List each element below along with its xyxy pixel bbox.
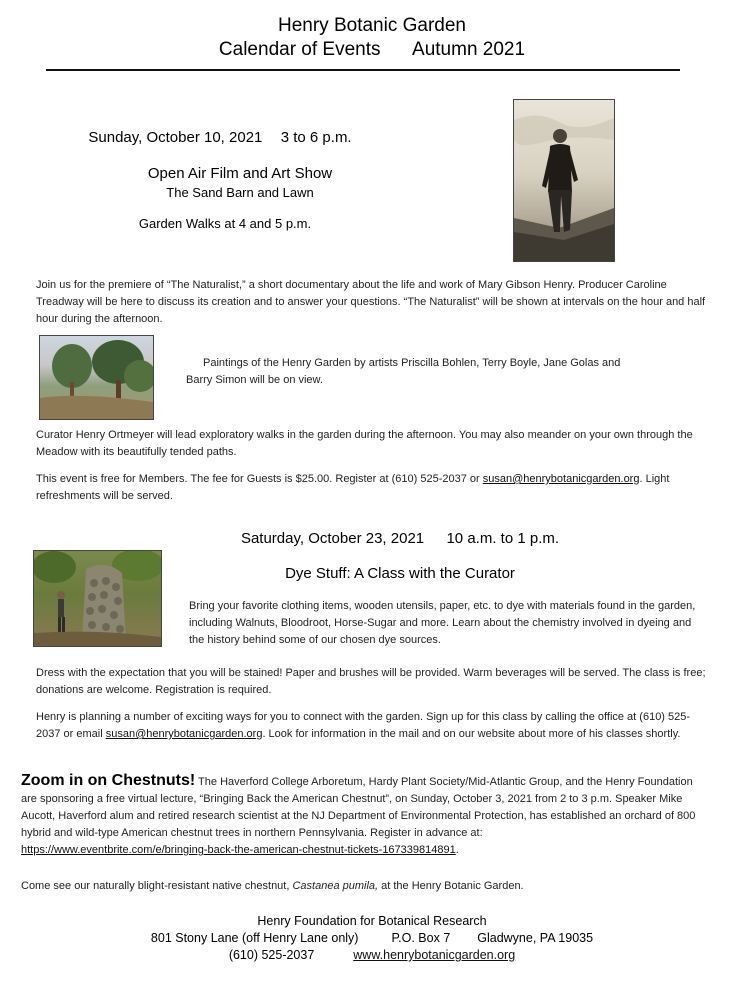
event1-email-link[interactable]: susan@henrybotanicgarden.org [482, 473, 640, 485]
event1-description: Join us for the premiere of “The Naturalist,” a short documentary about the life and work of Mary Gibson Henry. Producer Caroline Treadway will be here to discuss its creation and to answer your questions. “The Naturalist” will be shown at intervals on the hour and half hour during the afternoon. [36, 279, 706, 325]
chestnut-species: Castanea pumila, [292, 880, 379, 892]
event2-dress-note: Dress with the expectation that you will be stained! Paper and brushes will be provided. Warm beverages will be served. The class is free; donations are welcome. Registration is required. [36, 667, 706, 696]
footer-phone: (610) 525-2037 [228, 948, 315, 962]
header-divider [46, 69, 680, 71]
event1-refreshments-text: . Light refreshments will be served. [36, 473, 670, 502]
event2-signup [36, 709, 708, 743]
chestnut-invite-text: Come see our naturally blight-resistant native chestnut, [21, 880, 293, 892]
chestnut-body: The Haverford College Arboretum, Hardy Plant Society/Mid-Atlantic Group, and the Henry Foundation are sponsoring a free virtual lecture, “Bringing Back the American Chestnut”, on Sunday, October 3, 2021 from 2 to 3 p.m. Speaker Mike Aucott, Haverford alum and retired research scientist at the NJ Department of Environmental Protection, has established an orchard of 800 hybrid and wild-type American chestnut trees in northern Pennsylvania. Register in advance at: [21, 776, 696, 839]
season-label: Autumn 2021 [412, 39, 526, 60]
event1-time: 3 to 6 p.m. [280, 129, 352, 146]
event2-more-info-text: . Look for information in the mail and on our website about more of his classes shortly. [262, 728, 681, 740]
chestnut-section [21, 772, 711, 859]
event1-walks: Garden Walks at 4 and 5 p.m. [138, 216, 312, 231]
event2-date: Saturday, October 23, 2021 [240, 530, 425, 547]
footer-address: 801 Stony Lane (off Henry Lane only) [150, 931, 359, 945]
chestnut-invite-end: at the Henry Botanic Garden. [378, 880, 524, 892]
footer-address-line [0, 930, 744, 947]
event2-time: 10 a.m. to 1 p.m. [446, 530, 560, 547]
footer-org: Henry Foundation for Botanical Research [257, 914, 487, 928]
stone-wall-photo [33, 550, 162, 647]
footer-pobox: P.O. Box 7 [391, 931, 451, 945]
eventbrite-link[interactable]: https://www.eventbrite.com/e/bringing-back-the-american-chestnut-tickets-167339814891 [21, 844, 456, 856]
chestnut-link-period: . [455, 844, 459, 856]
event2-description: Bring your favorite clothing items, wooden utensils, paper, etc. to dye with materials found in the garden, including Walnuts, Bloodroot, Horse-Sugar and more. Learn about the chemistry involved in dyeing and the history behind some of our chosen dye sources. [189, 600, 696, 646]
page-title: Henry Botanic Garden [278, 15, 466, 36]
event1-fee-text: This event is free for Members. The fee for Guests is $25.00. Register at (610) 525-2037 or [36, 473, 483, 485]
event1-title: Open Air Film and Art Show [147, 165, 333, 182]
event2-signup-text: Henry is planning a number of exciting ways for you to connect with the garden. Sign up for this class by calling the office at (610) 525-2037 or email [36, 711, 691, 740]
paintings-line2: Barry Simon will be on view. [186, 374, 323, 386]
event2-title: Dye Stuff: A Class with the Curator [285, 565, 515, 582]
garden-painting [39, 335, 154, 420]
event2-email-link[interactable]: susan@henrybotanicgarden.org [105, 728, 263, 740]
page-subtitle [0, 38, 744, 62]
event1-walks-description: Curator Henry Ortmeyer will lead exploratory walks in the garden during the afternoon. You may also meander on your own through the Meadow with its beautifully tended paths. [36, 429, 693, 458]
paintings-line1: Paintings of the Henry Garden by artists Priscilla Bohlen, Terry Boyle, Jane Golas and [203, 357, 621, 369]
footer-website-link[interactable]: www.henrybotanicgarden.org [353, 948, 516, 962]
event1-date: Sunday, October 10, 2021 [88, 129, 263, 146]
footer-city: Gladwyne, PA 19035 [477, 931, 594, 945]
naturalist-photo [513, 99, 615, 262]
chestnut-heading: Zoom in on Chestnuts! [21, 772, 196, 789]
event2-datetime [180, 529, 620, 549]
event1-datetime [40, 128, 400, 148]
chestnut-invite [21, 878, 711, 895]
footer-contact-line [0, 947, 744, 964]
calendar-label: Calendar of Events [218, 39, 381, 60]
event1-location: The Sand Barn and Lawn [166, 185, 314, 200]
event1-registration [36, 471, 708, 505]
